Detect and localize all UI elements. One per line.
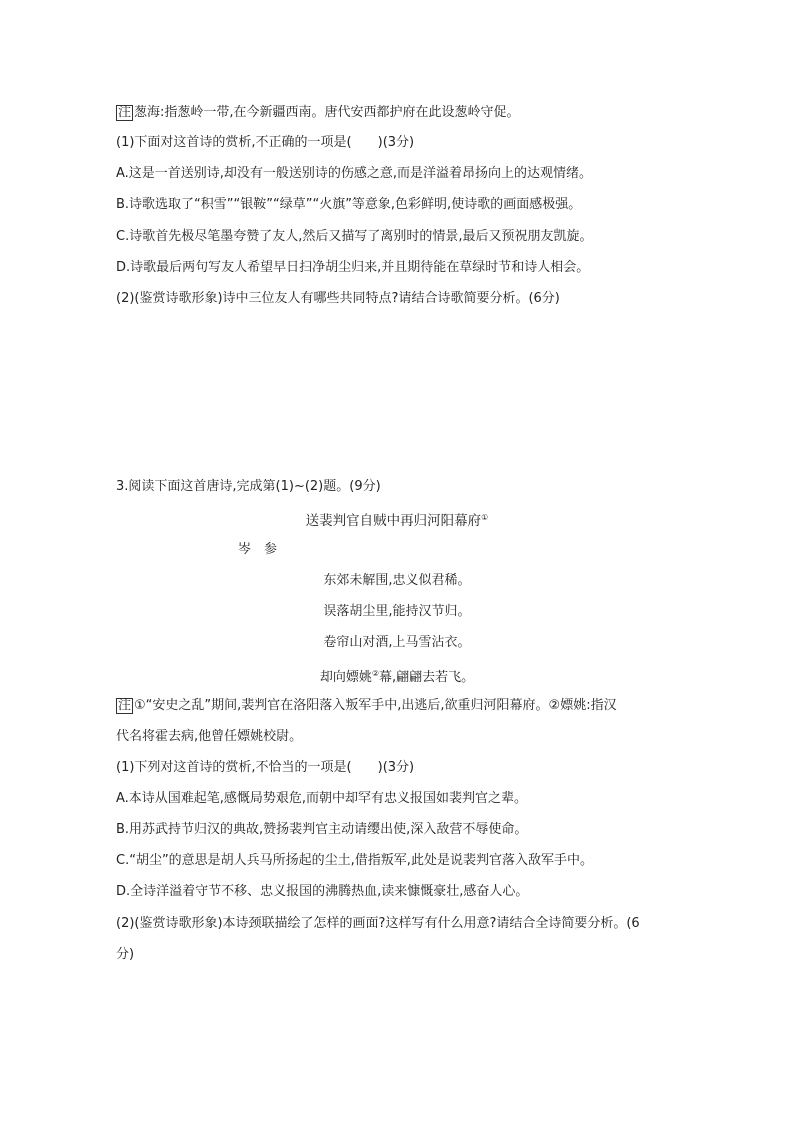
poem-note-mark: 注 [118,698,132,713]
poem-note-line-1 [116,697,617,715]
poem-title [0,509,794,530]
q3-option-a: A.本诗从国难起笔,感慨局势艰危,而朝中却罕有忠义报国如裴判官之辈。 [116,791,528,806]
poem-line-3: 卷帘山对酒,上马雪沾衣。 [323,635,471,650]
option-b: B.诗歌选取了“积雪”“银鞍”“绿草”“火旗”等意象,色彩鲜明,使诗歌的画面感极强。 [116,197,582,212]
question-3-heading: 3.阅读下面这首唐诗,完成第(1)~(2)题。(9分) [116,479,381,494]
poem-line-4-part-b: 幕,翩翩去若飞。 [379,670,475,685]
poem-line-4-footnote-mark: ② [371,669,380,678]
q3-option-d: D.全诗洋溢着守节不移、忠义报国的沸腾热血,读来慷慨豪壮,感奋人心。 [116,884,529,899]
q3-sub-question-1: (1)下列对这首诗的赏析,不恰当的一项是( )(3分) [116,760,415,775]
poem-line-4 [0,665,794,687]
note-line [116,104,520,122]
q3-sub-question-2-line-2: 分) [116,947,135,962]
note-text: 葱海:指葱岭一带,在今新疆西南。唐代安西都护府在此设葱岭守促。 [134,105,520,120]
poem-title-footnote-mark: ① [481,513,489,522]
q3-option-c: C.“胡尘”的意思是胡人兵马所扬起的尘土,借指叛军,此处是说裴判官落入敌军手中。 [116,853,593,868]
option-a: A.这是一首送别诗,却没有一般送别诗的伤感之意,而是洋溢着昂扬向上的达观情绪。 [116,166,593,181]
poem-line-4-part-a: 却向嫖姚 [319,670,372,685]
poem-title-text: 送裴判官自贼中再归河阳幕府 [305,513,482,529]
poem-note-line-2: 代名将霍去病,他曾任嫖姚校尉。 [116,729,303,744]
sub-question-2: (2)(鉴赏诗歌形象)诗中三位友人有哪些共同特点?请结合诗歌简要分析。(6分) [116,291,560,306]
note-mark: 注 [118,105,132,120]
option-d: D.诗歌最后两句写友人希望早日扫净胡尘归来,并且期待能在草绿时节和诗人相会。 [116,260,590,275]
sub-question-1: (1)下面对这首诗的赏析,不正确的一项是( )(3分) [116,135,415,150]
poem-line-2: 误落胡尘里,能持汉节归。 [323,604,471,619]
poem-note-text-1: ①“安史之乱”期间,裴判官在洛阳落入叛军手中,出逃后,欲重归河阳幕府。②嫖姚:指汉 [134,698,617,713]
poem-author: 岑 参 [238,542,278,557]
q3-option-b: B.用苏武持节归汉的典故,赞扬裴判官主动请缨出使,深入敌营不辱使命。 [116,822,528,837]
q3-sub-question-2-line-1: (2)(鉴赏诗歌形象)本诗颈联描绘了怎样的画面?这样写有什么用意?请结合全诗简要分析。(6 [116,916,640,931]
poem-line-1: 东郊未解围,忠义似君稀。 [323,573,471,588]
option-c: C.诗歌首先极尽笔墨夸赞了友人,然后又描写了离别时的情景,最后又预祝朋友凯旋。 [116,229,593,244]
